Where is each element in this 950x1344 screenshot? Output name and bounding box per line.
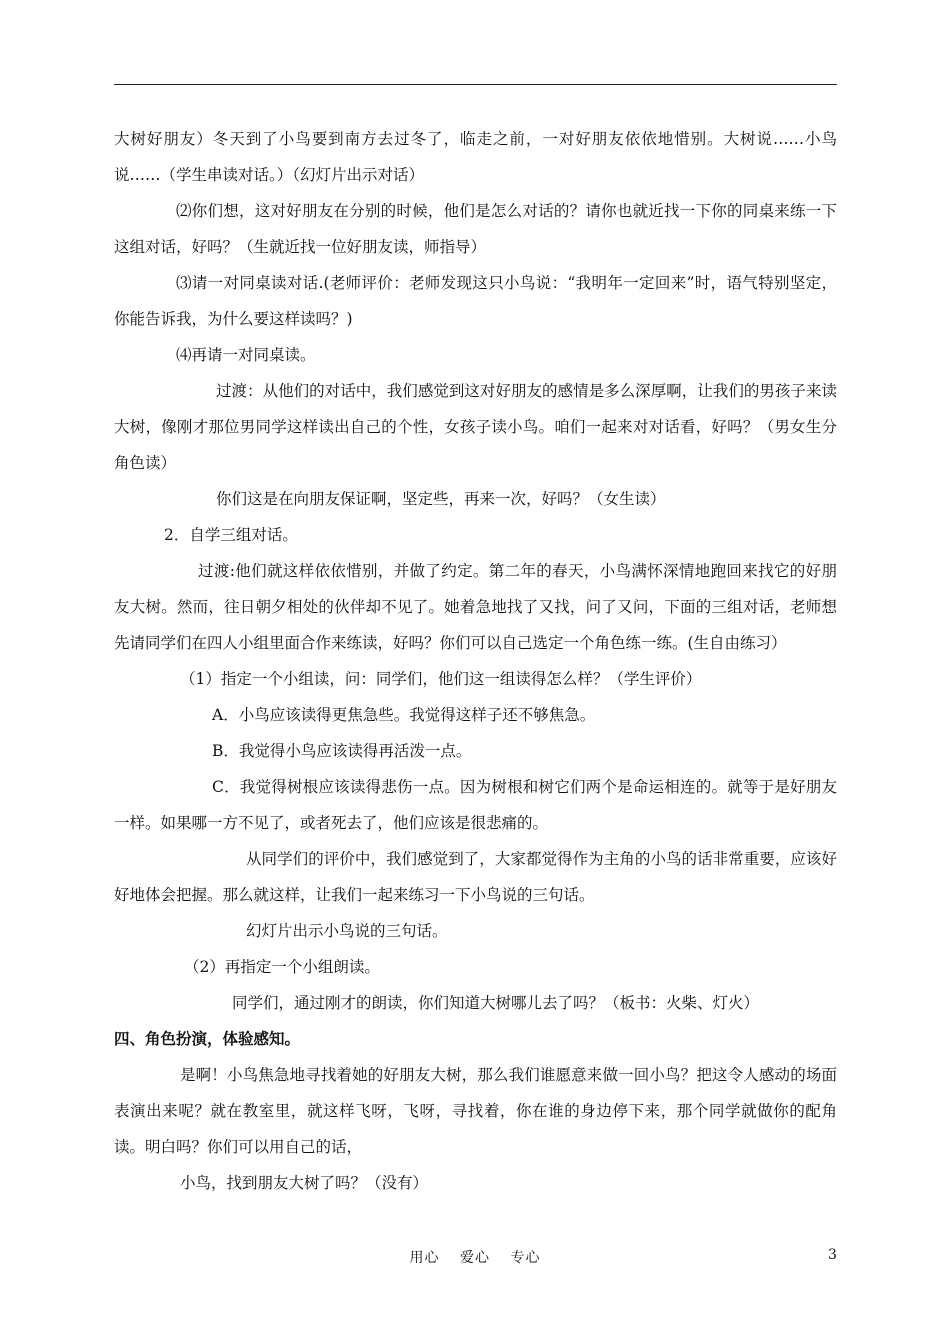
- paragraph-15: （2）再指定一个小组朗读。: [184, 958, 380, 976]
- header-rule: [114, 84, 837, 85]
- footer-motto: 用心 爱心 专心: [409, 1250, 541, 1266]
- section-heading: 四、角色扮演，体验感知。: [114, 1029, 301, 1048]
- paragraph-8: 过渡:他们就这样依依惜别，并做了约定。第二年的春天，小鸟满怀深情地跑回来找它的好朋友大树。然而，往日朝夕相处的伙伴却不见了。她着急地找了又找，问了又问，下面的三组对话，老师想先请同学们在四人小组里面合作来练读，好吗？你们可以自己选定一个角色练一练。(生自由练习）: [114, 562, 837, 652]
- paragraph-9: （1）指定一个小组读，问：同学们，他们这一组读得怎么样？（学生评价）: [180, 670, 702, 688]
- document-body: [114, 121, 837, 1201]
- paragraph-11: B．我觉得小鸟应该读得再活泼一点。: [212, 742, 472, 760]
- paragraph-10: A．小鸟应该读得更焦急些。我觉得这样子还不够焦急。: [212, 706, 596, 724]
- page-number: 3: [828, 1247, 837, 1263]
- paragraph-4: ⑷再请一对同桌读。: [176, 346, 316, 364]
- paragraph-13: 从同学们的评价中，我们感觉到了，大家都觉得作为主角的小鸟的话非常重要，应该好好地体会把握。那么就这样，让我们一起来练习一下小鸟说的三句话。: [114, 850, 837, 904]
- paragraph-14: 幻灯片出示小鸟说的三句话。: [246, 922, 448, 940]
- paragraph-2: ⑵你们想，这对好朋友在分别的时候，他们是怎么对话的？请你也就近找一下你的同桌来练一下这组对话，好吗？（生就近找一位好朋友读，师指导）: [114, 202, 837, 256]
- paragraph-19: 小鸟，找到朋友大树了吗？（没有）: [180, 1174, 429, 1192]
- paragraph-12: C．我觉得树根应该读得悲伤一点。因为树根和树它们两个是命运相连的。就等于是好朋友一样。如果哪一方不见了，或者死去了，他们应该是很悲痛的。: [114, 778, 837, 832]
- paragraph-1: 大树好朋友）冬天到了小鸟要到南方去过冬了，临走之前，一对好朋友依依地惜别。大树说……小鸟说……（学生串读对话。）（幻灯片出示对话）: [114, 130, 837, 184]
- paragraph-18: 是啊！小鸟焦急地寻找着她的好朋友大树，那么我们谁愿意来做一回小鸟？把这令人感动的场面表演出来呢？就在教室里，就这样飞呀，飞呀，寻找着，你在谁的身边停下来，那个同学就做你的配角读。明白吗？你们可以用自己的话，: [114, 1066, 837, 1156]
- paragraph-16: 同学们，通过刚才的朗读，你们知道大树哪儿去了吗？（板书：火柴、灯火）: [232, 994, 760, 1012]
- paragraph-7: 2．自学三组对话。: [164, 526, 298, 544]
- paragraph-5: 过渡：从他们的对话中，我们感觉到这对好朋友的感情是多么深厚啊，让我们的男孩子来读大树，像刚才那位男同学这样读出自己的个性，女孩子读小鸟。咱们一起来对对话看，好吗？（男女生分角色读）: [114, 382, 837, 472]
- paragraph-3: ⑶请一对同桌读对话.(老师评价：老师发现这只小鸟说：“我明年一定回来”时，语气特别坚定，你能告诉我，为什么要这样读吗？): [114, 274, 837, 328]
- paragraph-6: 你们这是在向朋友保证啊，坚定些，再来一次，好吗？（女生读）: [216, 490, 666, 508]
